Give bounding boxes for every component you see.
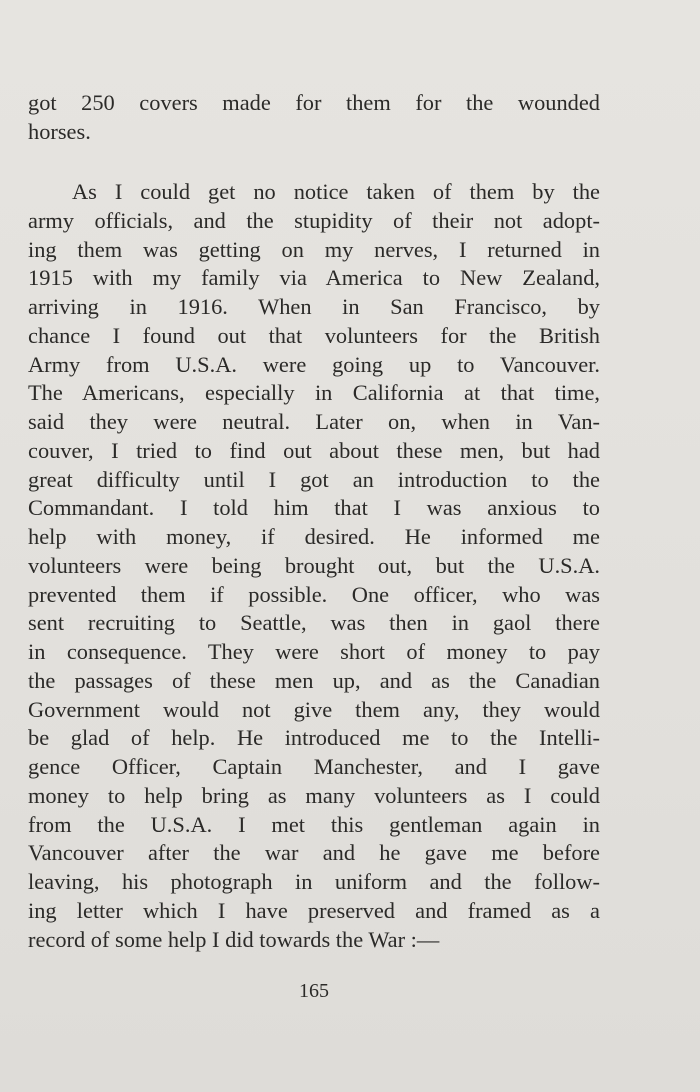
text-line: in consequence. They were short of money to pay [28,639,600,664]
paragraph [28,178,600,954]
text-line: 1915 with my family via America to New Zealand, [28,265,600,291]
text-line: leaving, his photograph in uniform and the follow- [28,869,600,894]
text-line: help with money, if desired. He informed me [28,524,600,549]
text-line: said they were neutral. Later on, when in Van- [28,409,600,434]
text-line: the passages of these men up, and as the Canadian [28,667,600,693]
text-line: be glad of help. He introduced me to the Intelli- [28,725,600,751]
text-line: prevented them if possible. One officer, who was [28,581,600,607]
text-line: Vancouver after the war and he gave me before [28,840,600,866]
text-line: from the U.S.A. I met this gentleman again in [28,811,600,837]
text-line: arriving in 1916. When in San Francisco, by [28,294,600,319]
text-line: money to help bring as many volunteers as I could [28,782,600,808]
text-line: got 250 covers made for them for the wounded [28,90,600,115]
page-number: 165 [299,980,329,1002]
text-line: gence Officer, Captain Manchester, and I gave [28,754,600,779]
text-line: ing letter which I have preserved and framed as a [28,897,600,923]
text-line: As I could get no notice taken of them by the [72,179,600,204]
text-line: horses. [28,118,91,144]
text-line: Government would not give them any, they would [28,696,600,722]
text-line: Commandant. I told him that I was anxious to [28,495,600,521]
text-line: sent recruiting to Seattle, was then in gaol there [28,610,600,636]
text-line: record of some help I did towards the War :— [28,926,440,952]
text-line: volunteers were being brought out, but the U.S.A. [28,552,600,578]
text-line: couver, I tried to find out about these men, but had [28,437,600,463]
text-line: ing them was getting on my nerves, I returned in [28,236,600,262]
text-line: Army from U.S.A. were going up to Vancouver. [28,351,600,377]
paragraph [28,89,600,147]
text-line: chance I found out that volunteers for the British [28,322,600,348]
text-line: The Americans, especially in California at that time, [28,380,600,406]
text-line: great difficulty until I got an introduction to the [28,466,600,492]
text-line: army officials, and the stupidity of their not adopt- [28,207,600,233]
